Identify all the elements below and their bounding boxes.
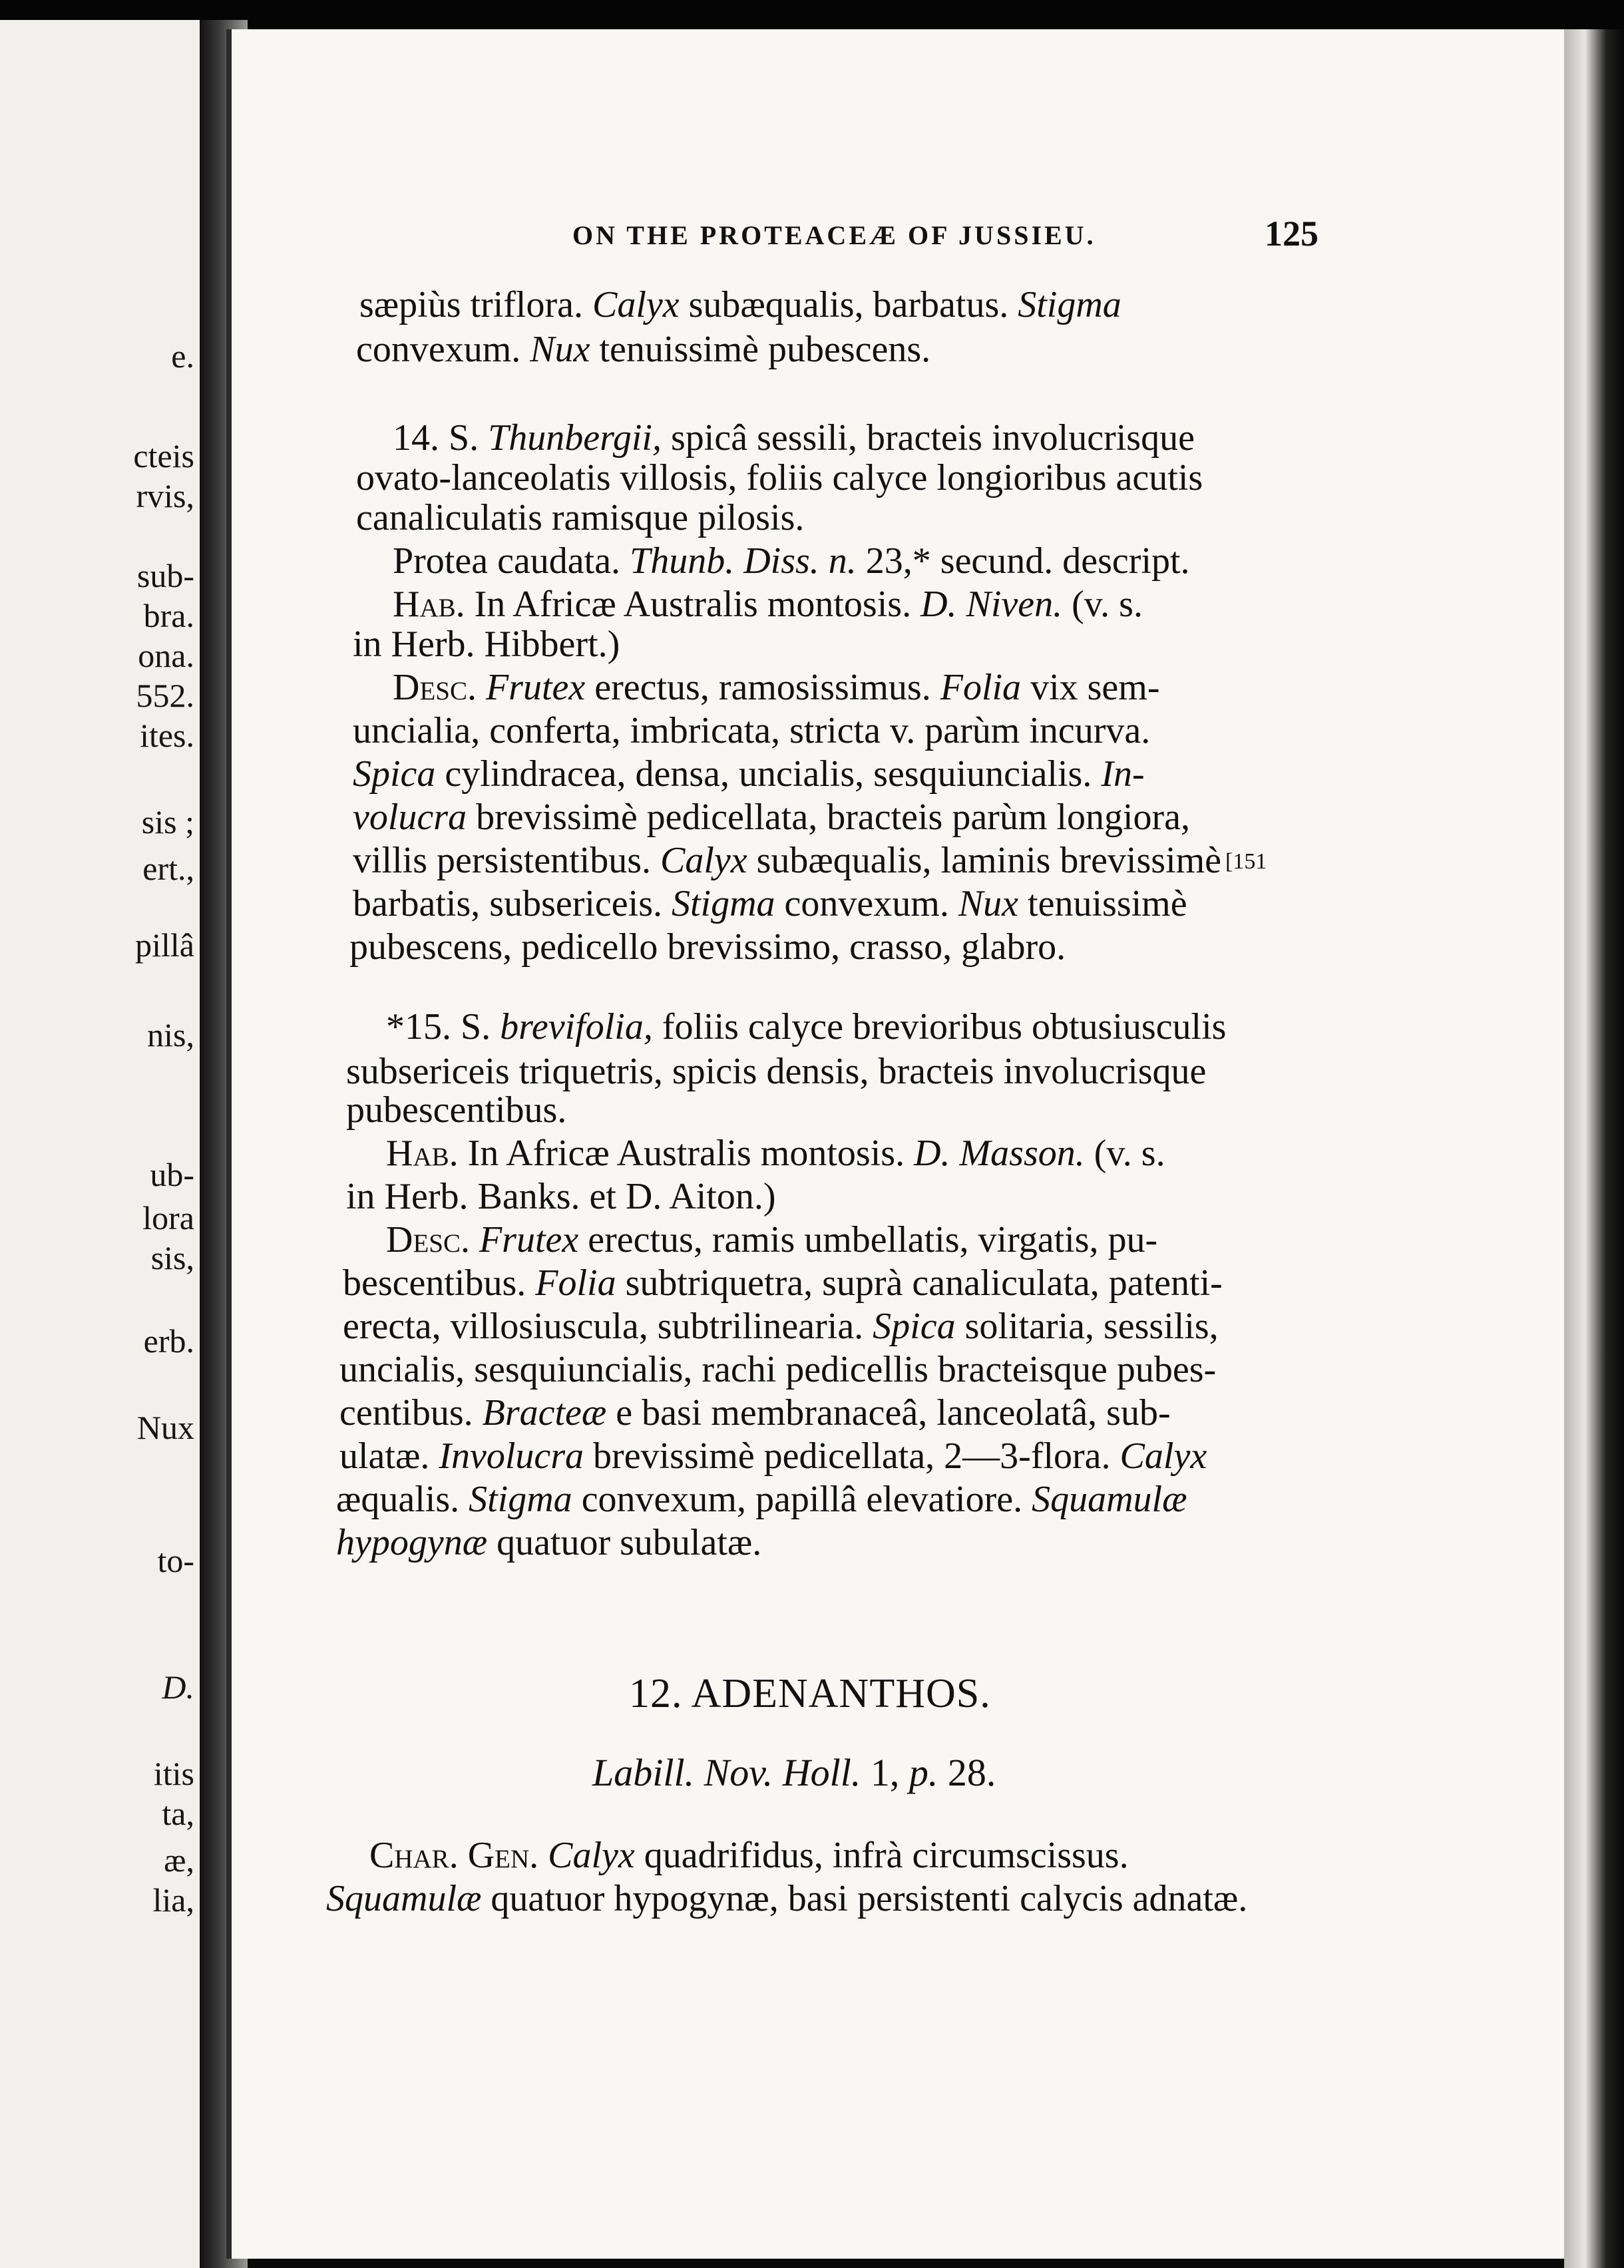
left-page-fragment: lia, xyxy=(152,1881,194,1919)
text-line: pubescentibus. xyxy=(346,1089,567,1131)
left-page-fragment: ub- xyxy=(150,1156,194,1193)
left-facing-page xyxy=(0,20,204,2268)
left-page-fragment: ites. xyxy=(140,717,194,754)
left-page-fragment: sis, xyxy=(150,1239,194,1276)
left-page-fragment: itis xyxy=(153,1755,194,1792)
page-number: 125 xyxy=(1265,214,1319,254)
text-line: æqualis. Stigma convexum, papillâ elevatiore. Squamulæ xyxy=(336,1479,1187,1520)
running-head: ON THE PROTEACEÆ OF JUSSIEU. xyxy=(572,220,1096,250)
generic-character-line: Char. Gen. Calyx quadrifidus, infrà circumscissus. xyxy=(369,1835,1129,1876)
left-page-fragment: pillâ xyxy=(135,926,194,964)
left-page-fragment: Nux xyxy=(136,1409,194,1446)
left-page-fragment: nis, xyxy=(147,1016,194,1053)
text-line: Protea caudata. Thunb. Diss. n. 23,* secund. descript. xyxy=(393,540,1190,582)
left-page-fragment: D. xyxy=(162,1668,194,1706)
description-line: Desc. Frutex erectus, ramis umbellatis, virgatis, pu- xyxy=(386,1219,1158,1260)
text-line: volucra brevissimè pedicellata, bracteis parùm longiora, xyxy=(353,797,1191,838)
left-page-fragment: 552. xyxy=(136,677,194,714)
left-page-fragment: cteis xyxy=(133,437,194,474)
habitat-line: Hab. In Africæ Australis montosis. D. Masson. (v. s. xyxy=(386,1133,1165,1174)
species-14-heading: 14. S. Thunbergii, spicâ sessili, bracteis involucrisque xyxy=(393,417,1195,459)
left-page-fragment: erb. xyxy=(143,1322,194,1360)
left-page-fragment: æ, xyxy=(164,1841,194,1879)
text-line: subsericeis triquetris, spicis densis, bracteis involucrisque xyxy=(346,1051,1207,1092)
left-page-fragment: sis ; xyxy=(141,803,194,841)
text-line: ulatæ. Involucra brevissimè pedicellata, 2—3-flora. Calyx xyxy=(339,1435,1207,1477)
margin-page-marker: [151 xyxy=(1225,849,1267,874)
genus-reference: Labill. Nov. Holl. 1, p. 28. xyxy=(592,1751,996,1794)
text-line: Spica cylindracea, densa, uncialis, sesquiuncialis. In- xyxy=(353,753,1145,795)
left-page-fragment: ona. xyxy=(138,637,194,674)
text-line: Squamulæ quatuor hypogynæ, basi persistenti calycis adnatæ. xyxy=(326,1878,1248,1919)
species-15-heading: *15. S. brevifolia, foliis calyce brevioribus obtusiusculis xyxy=(386,1006,1227,1047)
text-line: in Herb. Banks. et D. Aiton.) xyxy=(346,1176,776,1217)
text-line: erecta, villosiuscula, subtrilinearia. Spica solitaria, sessilis, xyxy=(343,1306,1219,1347)
text-line: convexum. Nux tenuissimè pubescens. xyxy=(356,329,931,370)
text-line: uncialis, sesquiuncialis, rachi pedicellis bracteisque pubes- xyxy=(339,1349,1217,1390)
text-line: ovato-lanceolatis villosis, foliis calyce longioribus acutis xyxy=(356,457,1203,498)
left-page-fragment: bra. xyxy=(143,597,194,634)
left-page-fragment: sub- xyxy=(136,557,194,594)
left-page-fragment: ert., xyxy=(142,850,194,887)
text-line: barbatis, subsericeis. Stigma convexum. Nux tenuissimè xyxy=(353,883,1187,924)
text-line: in Herb. Hibbert.) xyxy=(353,624,620,665)
text-line: hypogynæ quatuor subulatæ. xyxy=(336,1522,762,1563)
text-line: sæpiùs triflora. Calyx subæqualis, barbatus. Stigma xyxy=(359,284,1121,325)
text-line: canaliculatis ramisque pilosis. xyxy=(356,497,805,538)
left-page-fragment: to- xyxy=(157,1542,194,1579)
description-line: Desc. Frutex erectus, ramosissimus. Folia vix sem- xyxy=(393,667,1160,708)
habitat-line: Hab. In Africæ Australis montosis. D. Niven. (v. s. xyxy=(393,584,1143,625)
text-line: uncialia, conferta, imbricata, stricta v. parùm incurva. xyxy=(353,710,1151,751)
text-line: centibus. Bracteæ e basi membranaceâ, lanceolatâ, sub- xyxy=(339,1392,1171,1433)
left-page-fragment: lora xyxy=(142,1199,194,1236)
page-edge-shadow xyxy=(1564,29,1624,2268)
left-page-fragment: ta, xyxy=(162,1795,194,1832)
left-page-fragment: rvis, xyxy=(136,477,194,514)
text-line: villis persistentibus. Calyx subæqualis, laminis brevissimè [151 xyxy=(353,840,1267,881)
text-line: pubescens, pedicello brevissimo, crasso, glabro. xyxy=(349,926,1066,968)
text-line: bescentibus. Folia subtriquetra, suprà canaliculata, patenti- xyxy=(343,1262,1223,1304)
genus-heading: 12. ADENANTHOS. xyxy=(629,1671,991,1716)
left-page-fragment: e. xyxy=(171,337,194,375)
